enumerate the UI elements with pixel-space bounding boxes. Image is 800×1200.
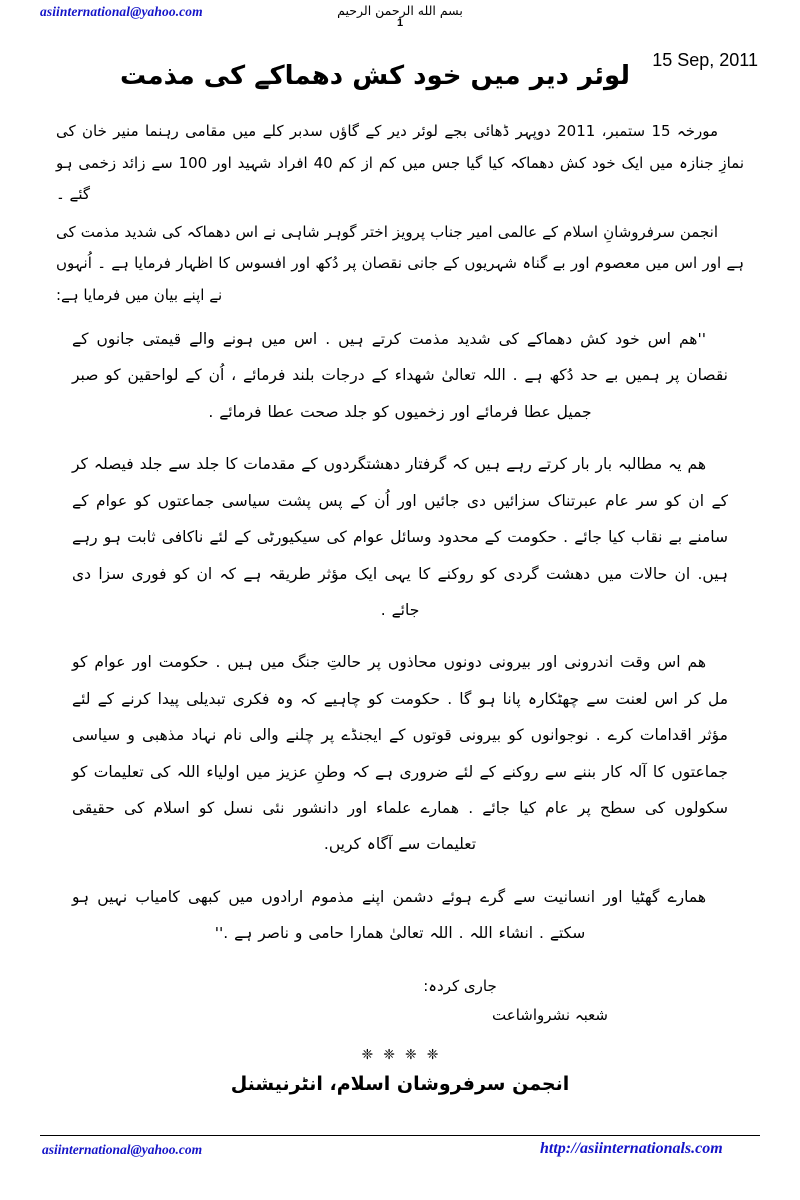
star-ornament-icon: ❈ (361, 1046, 374, 1063)
star-ornament-icon: ❈ (405, 1046, 417, 1063)
ornament-separator (0, 1047, 800, 1063)
bismillah-block (0, 2, 800, 29)
organisation-name: انجمن سرفروشان اسلام، انٹرنیشنل (230, 1072, 570, 1095)
page-number: 1 (396, 17, 404, 29)
intro-paragraph-2: انجمن سرفروشانِ اسلام کے عالمی امیر جناب پرویز اختر گوہر شاہی نے اس دھماکہ کی شدید مذمت کی ہے اور اس میں معصوم اور بے گناہ شہریوں کے جانی نقصان پر دُکھ اور افسوس کا اظہار فرمایا ہے ۔ اُنہوں نے اپنے بیان میں فرمایا ہے: (56, 222, 744, 304)
statement-paragraph-2: ھم یہ مطالبہ بار بار کرتے رہے ہیں کہ گرفتار دھشتگردوں کے مقدمات کا جلد سے جلد فیصلہ کر کے ان کو سر عام عبرتناک سزائیں دی جائیں اور اُن کے پس پشت سیاسی جماعتوں کو عوام کے سامنے بے نقاب کیا جائے . حکومت کے محدود وسائل عوام کی سیکیورٹی کے لئے ناکافی ثابت ہو رہے ہیں. ان حالات میں دھشت گردی کو روکنے کا یہی ایک مؤثر طریقہ ہے کہ ان کو فوری سزا دی جائے . (72, 455, 728, 619)
footer-divider (40, 1135, 760, 1136)
bismillah-text: بسم الله الرحمن الرحيم (337, 3, 463, 18)
quoted-statement-block (0, 321, 800, 952)
title-row (0, 40, 800, 102)
page-title: لوئر دیر میں خود کش دھماکے کی مذمت (119, 61, 631, 92)
header-email-address[interactable]: asiinternational@yahoo.com (40, 4, 203, 19)
page-footer (40, 1135, 760, 1164)
signature-block (0, 974, 800, 1029)
body-text-area (0, 116, 800, 311)
star-ornament-icon: ❈ (426, 1046, 439, 1063)
footer-email-address[interactable]: asiinternational@yahoo.com (42, 1142, 203, 1157)
intro-paragraph-1: مورخہ 15 ستمبر، 2011 دوپہر ڈھائی بجے لوئر دیر کے گاؤں سدبر کلے میں مقامی رہنما منیر خان کی نمازِ جنازہ میں ایک خود کش دھماکہ کیا گیا جس میں کم از کم 40 افراد شہید اور 100 سے زائد زخمی ہو گئے ۔ (56, 122, 744, 203)
issuing-department: شعبہ نشرواشاعت (492, 1006, 608, 1025)
document-date: 15 Sep, 2011 (652, 50, 758, 70)
star-ornament-icon: ❈ (383, 1046, 395, 1063)
statement-paragraph-3: ھم اس وقت اندرونی اور بیرونی دونوں محاذوں پر حالتِ جنگ میں ہیں . حکومت اور عوام کو مل کر اس لعنت سے چھٹکارہ پانا ہو گا . حکومت کو چاہیے کہ وہ فکری تبدیلی پیدا کرنے کے لئے مؤثر اقدامات کرے . نوجوانوں کو بیرونی قوتوں کے ایجنڈے پر چلنے والی نام نہاد مذھبی و سیاسی جماعتوں کا آلہ کار بننے سے روکنے کے لئے ضروری ہے کہ وطنِ عزیز میں اولیاء اللہ کی تعلیمات کو سکولوں کی سطح پر عام کیا جائے . ھمارے علماء اور دانشور نئی نسل کو اسلام کی حقیقی تعلیمات سے آگاہ کریں. (72, 653, 728, 854)
statement-paragraph-4: ھمارے گھٹیا اور انسانیت سے گرے ہوئے دشمن اپنے مذموم ارادوں میں کبھی کامیاب نہیں ہو سکتے . انشاء اللہ . اللہ تعالیٰ ھمارا حامی و ناصر ہے .'' (72, 887, 706, 943)
footer-row (40, 1140, 760, 1164)
statement-paragraph-1: ''ھم اس خود کش دھماکے کی شدید مذمت کرتے ہیں . اس میں ہونے والے قیمتی جانوں کے نقصان پر ہمیں بے حد دُکھ ہے . اللہ تعالیٰ شھداء کے درجات بلند فرمائے ، اُن کے لواحقین کو صبر جمیل عطا فرمائے اور زخمیوں کو جلد صحت عطا فرمائے . (72, 330, 728, 421)
issued-by-label: جاری کردہ: (423, 976, 497, 995)
page-header (0, 0, 800, 34)
footer-website-url[interactable]: http://asiinternationals.com (540, 1140, 723, 1157)
